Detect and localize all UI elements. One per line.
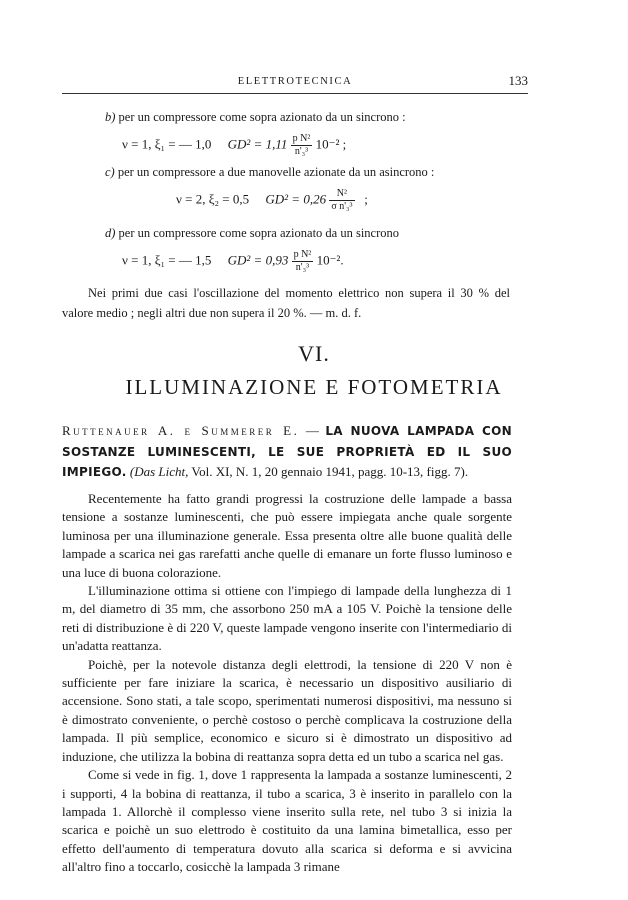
case-description: per un compressore come sopra azionato da un sincrono bbox=[118, 226, 400, 240]
formula-gd: GD² = 1,11 bbox=[227, 136, 288, 152]
formula-lhs: ν = 1, ξ₁ = — 1,5 bbox=[122, 252, 212, 268]
closing-note: Nei primi due casi l'oscillazione del momento elettrico non supera il 30 % del valore medio ; negli altri due non supera il 20 %. — m. d. f. bbox=[62, 286, 510, 320]
case-description: per un compressore come sopra azionato da un sincrono : bbox=[118, 110, 406, 124]
article-body bbox=[62, 490, 512, 877]
formula-lhs: ν = 2, ξ₂ = 0,5 bbox=[176, 191, 250, 207]
case-label: c) bbox=[105, 165, 115, 179]
formula-fraction bbox=[291, 133, 313, 158]
reference-journal: (Das Licht, bbox=[129, 464, 189, 479]
formula-fraction bbox=[329, 188, 354, 213]
case-description: per un compressore a due manovelle azionate da un asincrono : bbox=[117, 165, 435, 179]
paragraph: Poichè, per la notevole distanza degli elettrodi, la tensione di 220 V non è sufficiente per fare iniziare la scarica, è necessario un dispositivo ausiliario di accensione. Sono stati, a tale scopo, sperimentati numerosi dispositivi, ma nessuno si è dimostrato conveniente, o perchè costoso o perchè complicava la costruzione della lampada. Il più semplice, economico e sicuro si è dimostrato un dispositivo ad induzione, che utilizza la bobina di reattanza sopra detta ed un tubo a scarica nel gas. bbox=[62, 656, 512, 764]
fraction-numerator: N² bbox=[329, 188, 354, 201]
fraction-numerator: p N² bbox=[292, 133, 311, 144]
case-b-text bbox=[105, 110, 406, 125]
formula-fraction bbox=[292, 249, 314, 274]
chapter-number: VI. bbox=[298, 341, 330, 366]
reference-dash: — bbox=[299, 423, 326, 438]
formula-b bbox=[122, 133, 346, 158]
case-label: d) bbox=[105, 226, 116, 240]
fraction-denominator: n'₃³ bbox=[294, 146, 309, 157]
reference-title: LA NUOVA LAMPADA CON SOSTANZE LUMINESCENTI, LE SUE PROPRIETÀ ED IL SUO IMPIEGO. bbox=[62, 424, 513, 479]
page-header bbox=[62, 74, 528, 92]
paragraph: Come si vede in fig. 1, dove 1 rappresenta la lampada a sostanze luminescenti, 2 i supporti, 4 la bobina di reattanza, il tubo a scarica, 3 è inserito in parallelo con la lampada 1. Allorchè il complesso viene inserito sulla rete, nel tubo 3 si inizia la scarica e poichè un suo elettrodo è costituito da una lamina bimetallica, esso per effetto dell'aumento di temperatura dovuto alla scarica si deforma e si avvicina all'altro fino a toccarlo, cosicchè la lampada 3 rimane bbox=[62, 767, 512, 875]
formula-tail: 10⁻². bbox=[316, 252, 344, 268]
chapter-title: ILLUMINAZIONE E FOTOMETRIA bbox=[125, 375, 503, 399]
paragraph: Recentemente ha fatto grandi progressi la costruzione delle lampade a bassa tensione a sostanze luminescenti, che può essere impiegata anche quale sorgente luminosa per una illuminazione generale. Essa presenta oltre alle buone qualità delle lampade a scarica nei gas rarefatti anche quelle di emanare un forte flusso luminoso e una luce di buona colorazione. bbox=[62, 491, 512, 580]
case-d-text bbox=[105, 226, 399, 241]
reference-entry bbox=[62, 421, 512, 483]
formula-d bbox=[122, 249, 344, 274]
formula-gd: GD² = 0,93 bbox=[227, 252, 289, 268]
paragraph: L'illuminazione ottima si ottiene con l'impiego di lampade della lunghezza di 1 m, del diametro di 35 mm, che assorbono 250 mA a 105 V. Poichè la tensione delle reti di distribuzione è di 220 V, queste lampade vengono inserite con l'intermediario di un'adatta reattanza. bbox=[62, 583, 512, 654]
fraction-denominator: σ n'₃³ bbox=[331, 201, 353, 212]
case-c-text bbox=[105, 165, 434, 180]
formula-c bbox=[176, 188, 368, 213]
formula-lhs: ν = 1, ξ₁ = — 1,0 bbox=[122, 136, 212, 152]
reference-authors: Ruttenauer A. e Summerer E. bbox=[62, 423, 300, 438]
formula-tail: 10⁻² ; bbox=[315, 136, 347, 152]
reference-details: Vol. XI, N. 1, 20 gennaio 1941, pagg. 10-13, figg. 7). bbox=[188, 464, 469, 479]
fraction-denominator: n'₃³ bbox=[295, 262, 310, 273]
header-rule bbox=[62, 93, 528, 94]
fraction-numerator: p N² bbox=[293, 249, 312, 260]
case-label: b) bbox=[105, 110, 116, 124]
page-number: 133 bbox=[508, 73, 528, 88]
formula-gd: GD² = 0,26 bbox=[265, 191, 327, 207]
running-title: ELETTROTECNICA bbox=[237, 76, 353, 87]
formula-tail: ; bbox=[364, 191, 368, 207]
